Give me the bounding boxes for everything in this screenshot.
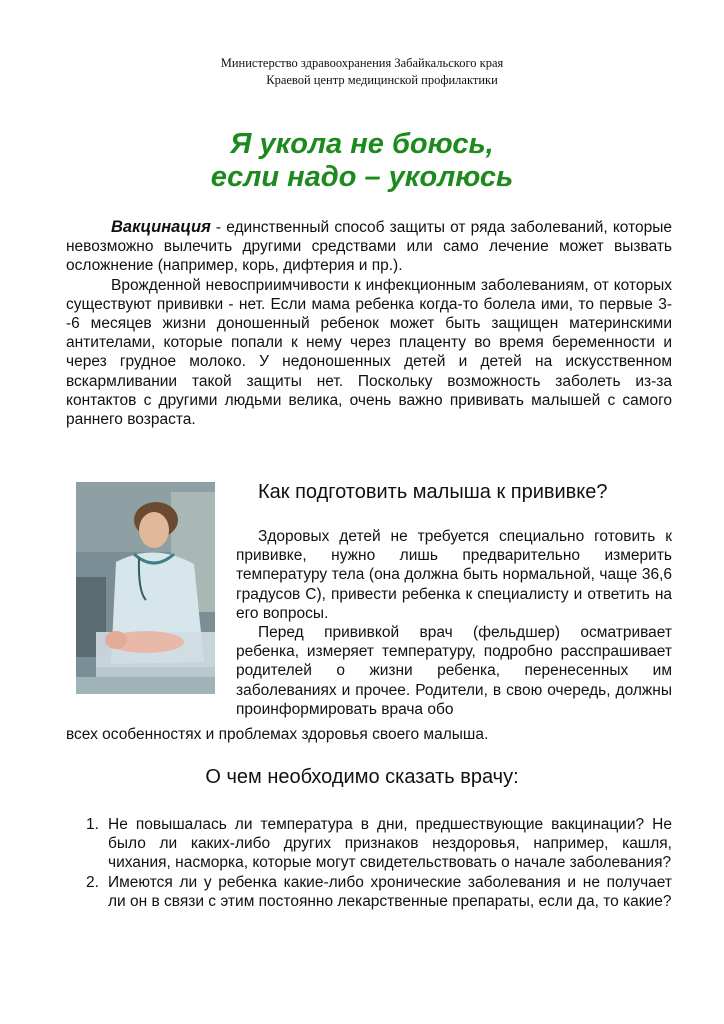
intro-term: Вакцинация [111,218,211,236]
section-prepare-text [236,527,672,719]
section-prepare-heading: Как подготовить малыша к прививке? [258,481,608,503]
photo-illustration [76,482,215,694]
header-center: Краевой центр медицинской профилактики [266,73,498,87]
prepare-paragraph-1: Здоровых детей не требуется специально готовить к прививке, нужно лишь предварительно измерить температуру тела (она должна быть нормальной, чаще 36,6 градусов С), привести ребенка к специалисту и ответить на его вопросы. [236,528,672,622]
nurse-with-newborn-photo [76,482,215,694]
prepare-paragraph-2: Перед прививкой врач (фельдшер) осматривает ребенка, измеряет температуру, подробно расспрашивает родителей о жизни ребенка, перенесенных им заболеваниях и прочее. Родители, в свою очередь, должны проинформировать врача обо [236,624,672,718]
list-item [86,815,672,873]
tell-doctor-list [86,815,672,911]
title-line-1: Я укола не боюсь, [230,128,494,160]
intro-paragraph-1 [66,218,672,276]
document-header [0,55,724,89]
intro-paragraph-2: Врожденной невосприимчивости к инфекционным заболеваниям, от которых существуют прививки - нет. Если мама ребенка когда-то болела ими, то первые 3--6 месяцев жизни доношенный ребенок может быть защищен материнскими антителами, которые попали к нему через плаценту во время беременности и через грудное молоко. У недоношенных детей и детей на искусственном вскармливании такой защиты нет. Поскольку возможность заболеть из-за контактов с другими людьми велика, очень важно прививать малышей с самого раннего возраста. [66,276,672,429]
section-tell-doctor-heading: О чем необходимо сказать врачу: [205,766,519,788]
title-line-2: если надо – уколюсь [210,161,514,193]
list-item-number: 1. [86,816,99,833]
page-title [0,128,724,194]
list-item-text: Имеются ли у ребенка какие-либо хронические заболевания и не получает ли он в связи с этим постоянно лекарственные препараты, если да, то какие? [108,873,672,910]
list-item-number: 2. [86,873,99,891]
intro-p1-text: - единственный способ защиты от ряда заболеваний, которые невозможно вылечить другими средствами или само лечение может вызвать осложнение (например, корь, дифтерия и пр.). [66,219,672,275]
list-item-text: Не повышалась ли температура в дни, предшествующие вакцинации? Не было ли каких-либо других признаков нездоровья, например, кашля, чихания, насморка, которые могут свидетельствовать о начале заболевания? [108,816,672,872]
intro-text [66,218,672,429]
header-ministry: Министерство здравоохранения Забайкальского края [220,56,504,70]
list-item [86,873,672,911]
prepare-paragraph-2-continued: всех особенностях и проблемах здоровья своего малыша. [66,726,489,743]
